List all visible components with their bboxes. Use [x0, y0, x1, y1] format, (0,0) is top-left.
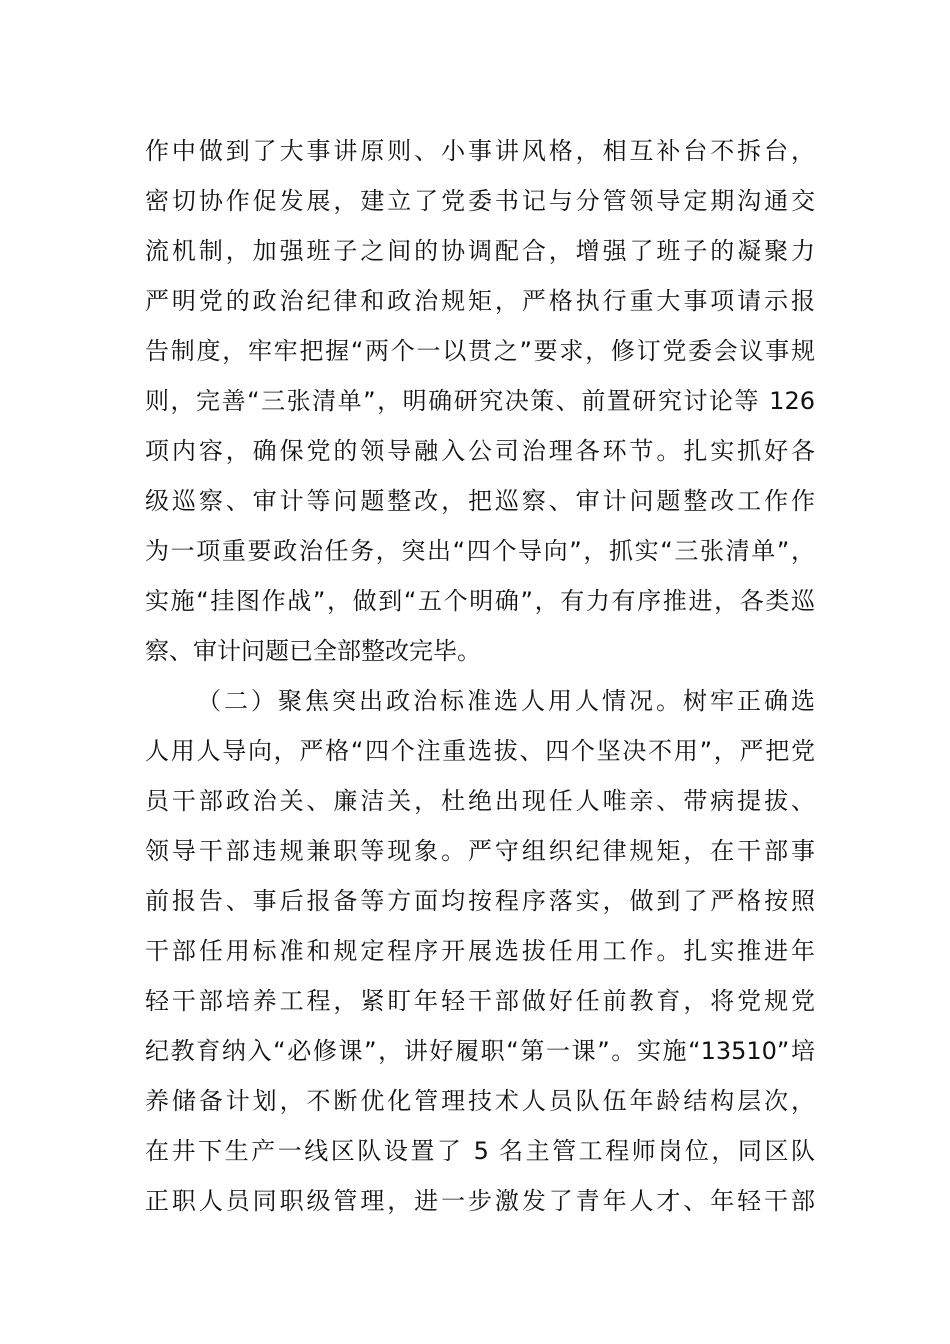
paragraph-2: [145, 676, 815, 1226]
paragraph-line: 级巡察、审计等问题整改，把巡察、审计问题整改工作作: [145, 487, 815, 515]
paragraph-line: 人用人导向，严格“四个注重选拔、四个坚决不用”，严把党: [145, 737, 815, 765]
paragraph-line: 在井下生产一线区队设置了 5 名主管工程师岗位，同区队: [145, 1137, 815, 1165]
paragraph-line: 为一项重要政治任务，突出“四个导向”，抓实“三张清单”，: [145, 537, 815, 565]
paragraph-line: 前报告、事后报备等方面均按程序落实，做到了严格按照: [145, 887, 815, 915]
document-body: [145, 126, 815, 1226]
paragraph-line: 严明党的政治纪律和政治规矩，严格执行重大事项请示报: [145, 287, 815, 315]
paragraph-line: 密切协作促发展，建立了党委书记与分管领导定期沟通交: [145, 187, 815, 215]
paragraph-line: 纪教育纳入“必修课”，讲好履职“第一课”。实施“13510”培: [145, 1037, 815, 1065]
section-heading-line: （二）聚焦突出政治标准选人用人情况。树牢正确选: [197, 687, 815, 715]
paragraph-line: 告制度，牢牢把握“两个一以贯之”要求，修订党委会议事规: [145, 337, 815, 365]
paragraph-line: 实施“挂图作战”，做到“五个明确”，有力有序推进，各类巡: [145, 587, 815, 615]
paragraph-line: 正职人员同职级管理，进一步激发了青年人才、年轻干部: [145, 1187, 815, 1215]
paragraph-line: 轻干部培养工程，紧盯年轻干部做好任前教育，将党规党: [145, 987, 815, 1015]
paragraph-line: 项内容，确保党的领导融入公司治理各环节。扎实抓好各: [145, 437, 815, 465]
paragraph-line: 则，完善“三张清单”，明确研究决策、前置研究讨论等 126: [145, 387, 815, 415]
paragraph-line: 流机制，加强班子之间的协调配合，增强了班子的凝聚力: [145, 237, 815, 265]
paragraph-line: 养储备计划，不断优化管理技术人员队伍年龄结构层次，: [145, 1087, 815, 1115]
paragraph-1: [145, 126, 815, 676]
paragraph-line: 察、审计问题已全部整改完毕。: [145, 637, 481, 665]
paragraph-line: 干部任用标准和规定程序开展选拔任用工作。扎实推进年: [145, 937, 815, 965]
paragraph-line: 员干部政治关、廉洁关，杜绝出现任人唯亲、带病提拔、: [145, 787, 815, 815]
paragraph-line: 领导干部违规兼职等现象。严守组织纪律规矩，在干部事: [145, 837, 815, 865]
paragraph-line: 作中做到了大事讲原则、小事讲风格，相互补台不拆台，: [145, 137, 815, 165]
